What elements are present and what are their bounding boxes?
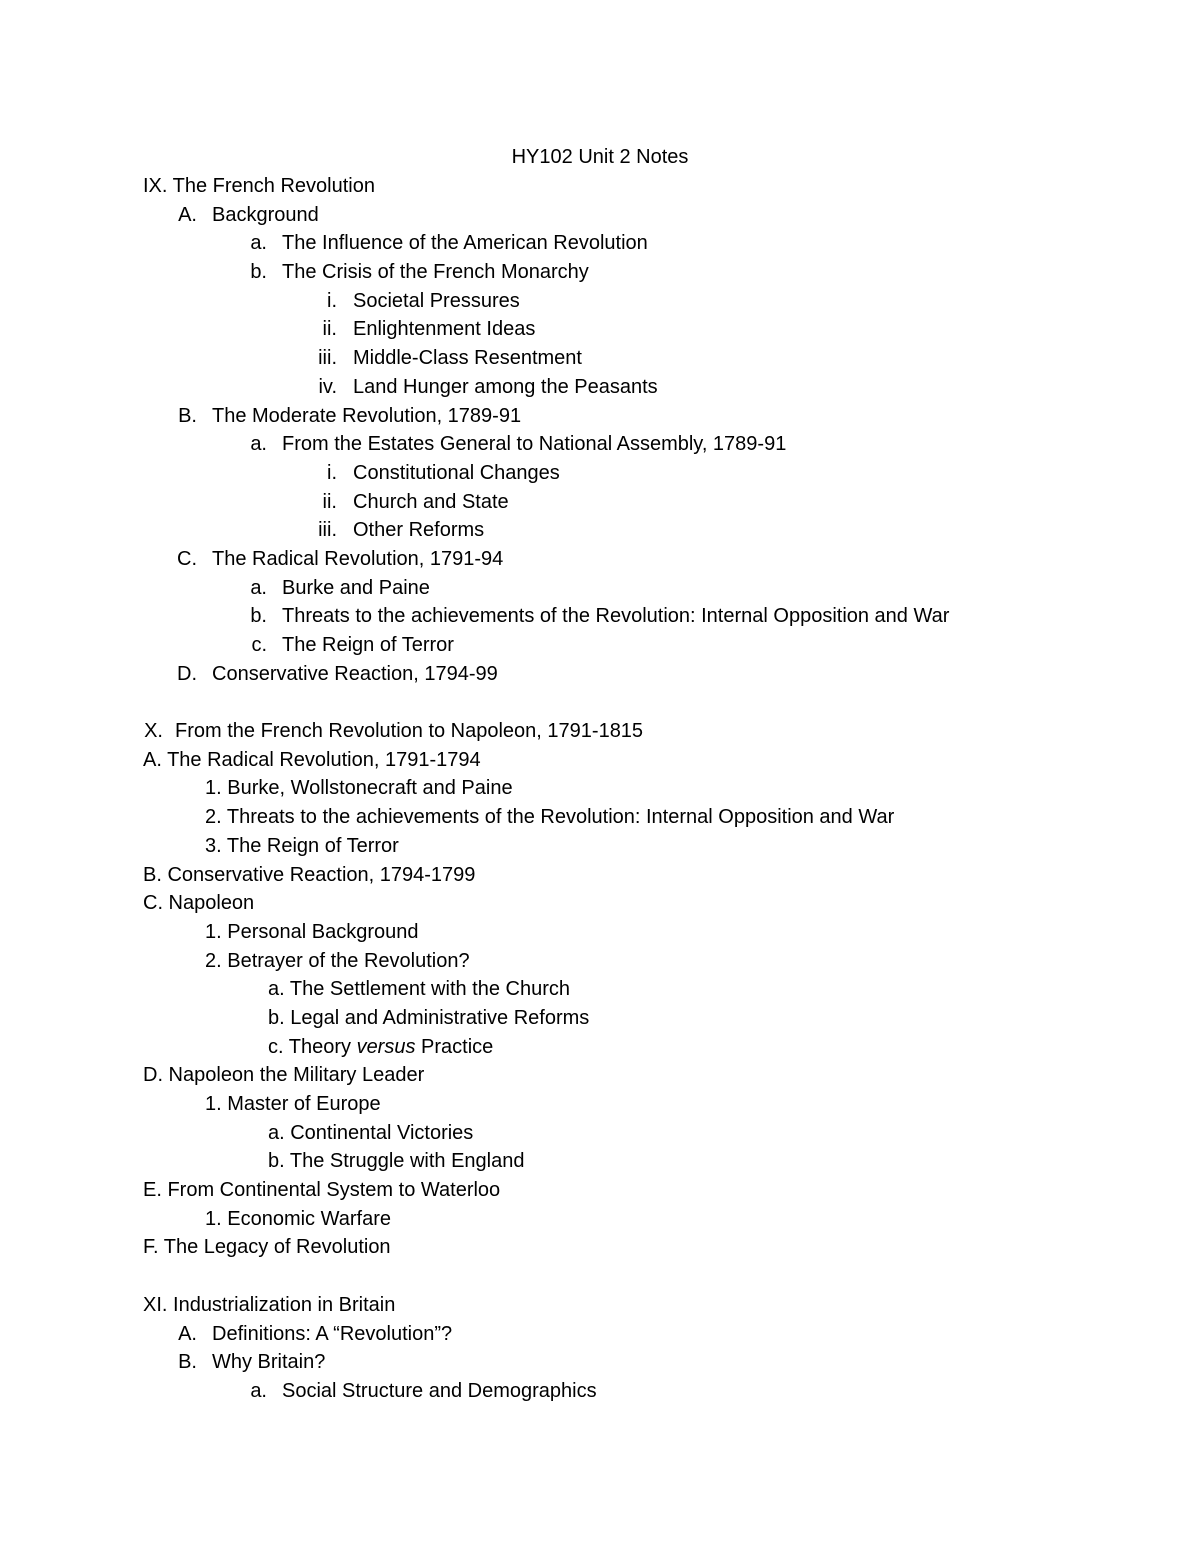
outline-text: Conservative Reaction, 1794-99 [212,662,498,685]
outline-text-part: Practice [415,1035,494,1058]
outline-marker: iii. [318,519,337,542]
outline-item [0,287,1200,316]
outline-marker: A. [178,203,197,226]
outline-item [0,1377,1200,1406]
outline-item [0,1147,1200,1176]
outline-marker: D. [177,662,197,685]
outline-item [0,1119,1200,1148]
outline-item [0,803,1200,832]
outline-text: A. The Radical Revolution, 1791-1794 [143,748,481,771]
outline-item [0,229,1200,258]
outline-text: 2. Betrayer of the Revolution? [205,949,470,972]
outline-item [0,1348,1200,1377]
outline-text: 1. Master of Europe [205,1093,381,1115]
outline-marker: ii. [322,318,337,341]
outline-item [0,602,1200,631]
outline-item [0,315,1200,344]
blank-line [0,1262,1200,1291]
outline-marker: B. [178,1351,197,1374]
outline-text: Burke and Paine [282,576,430,599]
outline-text: Societal Pressures [353,289,520,312]
outline-item [0,947,1200,976]
outline-text: Definitions: A “Revolution”? [212,1322,453,1345]
outline-marker: c. [251,634,267,656]
outline-item [0,172,1200,201]
outline-item [0,373,1200,402]
outline-text: The Reign of Terror [282,634,454,656]
outline-text: Enlightenment Ideas [353,318,536,341]
outline-text: E. From Continental System to Waterloo [143,1179,501,1202]
outline-marker: i. [327,289,337,312]
outline-text: B. Conservative Reaction, 1794-1799 [143,863,476,886]
outline-item [0,918,1200,947]
outline-marker: B. [178,404,197,427]
outline-text: C. Napoleon [143,892,255,915]
outline-item [0,574,1200,603]
outline-marker: X. [144,720,163,743]
outline-text: From the French Revolution to Napoleon, 1791-1815 [175,720,644,743]
outline-item [0,1320,1200,1349]
outline-text: Why Britain? [212,1351,326,1374]
outline-item [0,201,1200,230]
outline-text: The Radical Revolution, 1791-94 [212,547,504,570]
outline-item [0,1233,1200,1262]
outline-text: The Influence of the American Revolution [282,232,648,255]
outline-item [0,1205,1200,1234]
outline-text: Church and State [353,490,509,513]
outline-text: IX. The French Revolution [143,175,375,197]
outline-text [268,1033,493,1062]
outline-text: a. Continental Victories [268,1121,474,1144]
outline-item [0,1291,1200,1320]
outline-marker: C. [177,547,197,570]
outline-item [0,459,1200,488]
outline-marker: iii. [318,347,337,370]
outline-text: Land Hunger among the Peasants [353,375,658,398]
outline-marker: iv. [318,375,337,398]
outline-marker: ii. [322,490,337,513]
document-title: HY102 Unit 2 Notes [511,146,689,168]
outline-text: Other Reforms [353,519,485,542]
outline-text: Social Structure and Demographics [282,1379,597,1402]
outline-text: Background [212,203,319,226]
outline-marker: a. [250,433,267,456]
outline-item [0,258,1200,287]
outline-item [0,516,1200,545]
outline-item [0,488,1200,517]
outline-item [0,344,1200,373]
outline-item [0,746,1200,775]
outline-text: The Moderate Revolution, 1789-91 [212,404,522,427]
outline-text: D. Napoleon the Military Leader [143,1064,425,1087]
outline-item [0,430,1200,459]
outline-text: Constitutional Changes [353,461,560,484]
outline-item [0,889,1200,918]
outline-text: The Crisis of the French Monarchy [282,261,589,284]
outline-item [0,861,1200,890]
outline-item [0,1004,1200,1033]
outline-text: a. The Settlement with the Church [268,978,571,1001]
outline-marker: i. [327,461,337,484]
outline-item [0,717,1200,746]
outline-item [0,975,1200,1004]
outline-item [0,1176,1200,1205]
outline-text-part: c. Theory [268,1035,357,1058]
outline-text: XI. Industrialization in Britain [143,1293,396,1316]
outline-text: From the Estates General to National Assembly, 1789-91 [282,433,787,456]
outline-marker: b. [250,605,267,628]
blank-line [0,688,1200,717]
outline-marker: A. [178,1322,197,1345]
outline-text: 1. Personal Background [205,920,419,943]
outline-item [0,545,1200,574]
outline-text: 1. Economic Warfare [205,1207,391,1230]
outline-item [0,402,1200,431]
outline-item [0,631,1200,660]
outline-item [0,774,1200,803]
outline-item [0,832,1200,861]
outline-text: Threats to the achievements of the Revolution: Internal Opposition and War [282,605,950,628]
outline-marker: a. [250,576,267,599]
outline-item [0,660,1200,689]
outline-item [0,1061,1200,1090]
outline-item [0,1033,1200,1062]
outline-text: Middle-Class Resentment [353,347,582,370]
outline-text: 3. The Reign of Terror [205,834,399,857]
outline-marker: a. [250,1379,267,1402]
outline-text: F. The Legacy of Revolution [143,1236,391,1259]
outline-marker: b. [250,261,267,284]
outline-item [0,1090,1200,1119]
outline-text-italic: versus [356,1035,416,1058]
outline-list [0,172,1200,1406]
outline-text: b. The Struggle with England [268,1150,525,1173]
outline-text: 1. Burke, Wollstonecraft and Paine [205,777,513,800]
outline-text: b. Legal and Administrative Reforms [268,1006,590,1029]
outline-marker: a. [250,232,267,255]
outline-text: 2. Threats to the achievements of the Revolution: Internal Opposition and War [205,806,895,829]
